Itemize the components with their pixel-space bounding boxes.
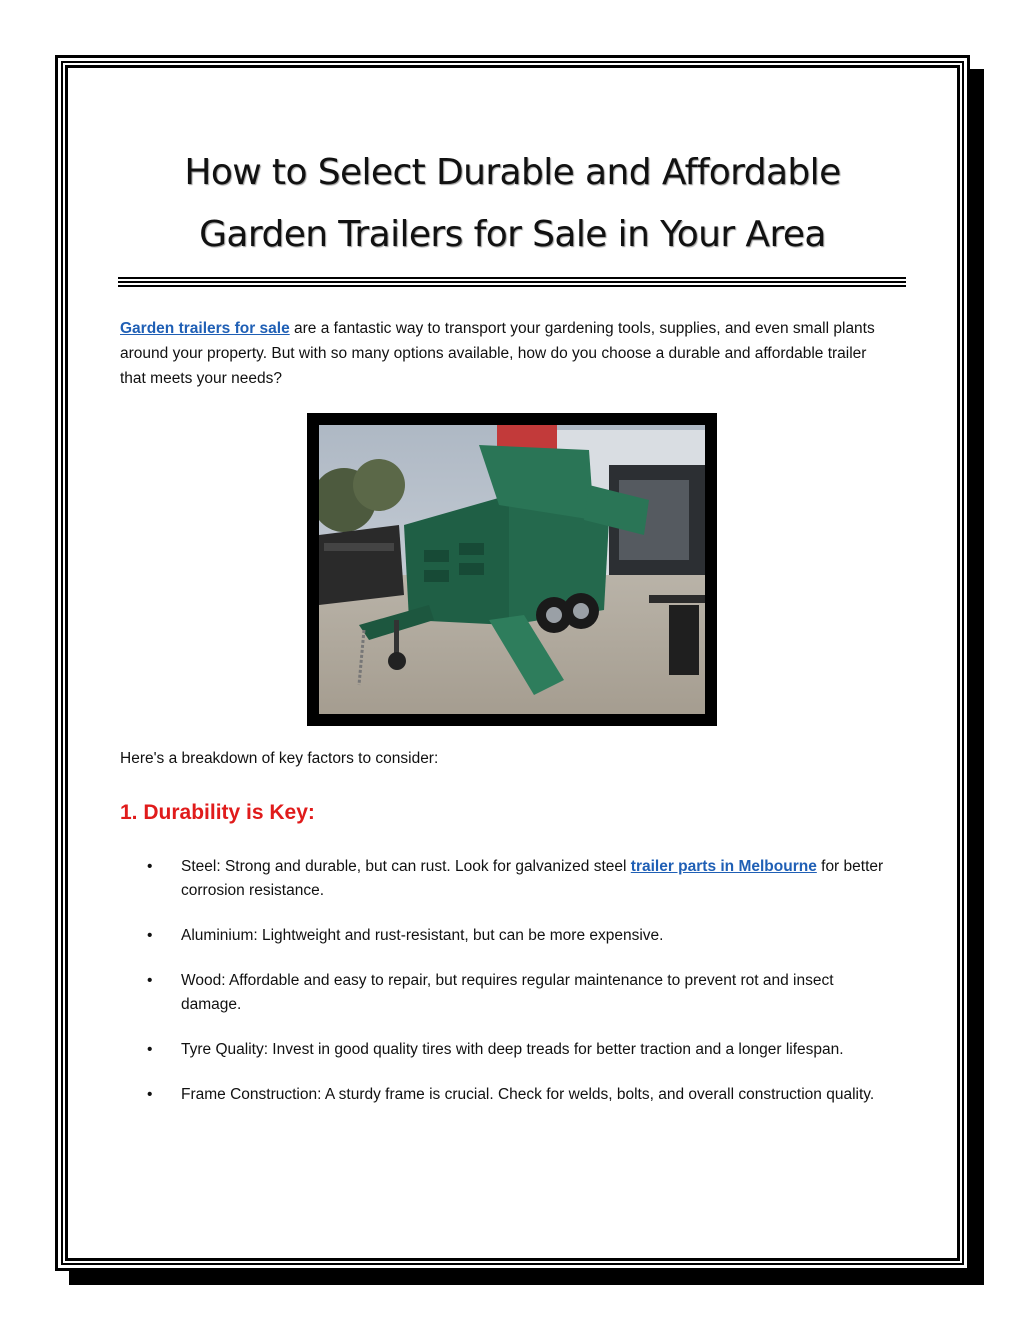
- trailer-photo-frame: [307, 413, 717, 726]
- title-line-1: How to Select Durable and Affordable: [184, 152, 841, 193]
- list-item: [145, 1038, 895, 1062]
- garden-trailers-link[interactable]: Garden trailers for sale: [120, 320, 290, 337]
- bullet-text: for better corrosion resistance.: [181, 858, 884, 899]
- title-underline-rule: [118, 277, 906, 289]
- section-heading-durability: 1. Durability is Key:: [120, 801, 315, 824]
- bullet-text: Frame Construction: A sturdy frame is crucial. Check for welds, bolts, and overall construction quality.: [181, 1086, 875, 1103]
- breakdown-intro: Here's a breakdown of key factors to consider:: [120, 750, 439, 767]
- bullet-icon: •: [147, 1041, 153, 1058]
- bullet-icon: •: [147, 972, 153, 989]
- bullet-text: Steel: Strong and durable, but can rust. Look for galvanized steel: [181, 858, 631, 875]
- list-item: [145, 969, 895, 1017]
- bullet-text: Wood: Affordable and easy to repair, but requires regular maintenance to prevent rot and insect damage.: [181, 972, 834, 1013]
- durability-bullet-list: [145, 855, 895, 1128]
- page-title: [120, 142, 905, 266]
- list-item: [145, 924, 895, 948]
- bullet-icon: •: [147, 858, 153, 875]
- bullet-text: Aluminium: Lightweight and rust-resistant, but can be more expensive.: [181, 927, 664, 944]
- green-garden-trailer-photo: [319, 425, 705, 714]
- bullet-icon: •: [147, 1086, 153, 1103]
- list-item: [145, 855, 895, 903]
- bullet-text: Tyre Quality: Invest in good quality tires with deep treads for better traction and a longer lifespan.: [181, 1041, 844, 1058]
- intro-paragraph: [120, 316, 890, 391]
- bullet-icon: •: [147, 927, 153, 944]
- trailer-parts-link[interactable]: trailer parts in Melbourne: [630, 858, 817, 875]
- intro-text: are a fantastic way to transport your gardening tools, supplies, and even small plants around your property. But with so many options available, how do you choose a durable and affordable trailer that meets your needs?: [120, 320, 875, 387]
- list-item: [145, 1083, 895, 1107]
- title-line-2: Garden Trailers for Sale in Your Area: [199, 214, 826, 255]
